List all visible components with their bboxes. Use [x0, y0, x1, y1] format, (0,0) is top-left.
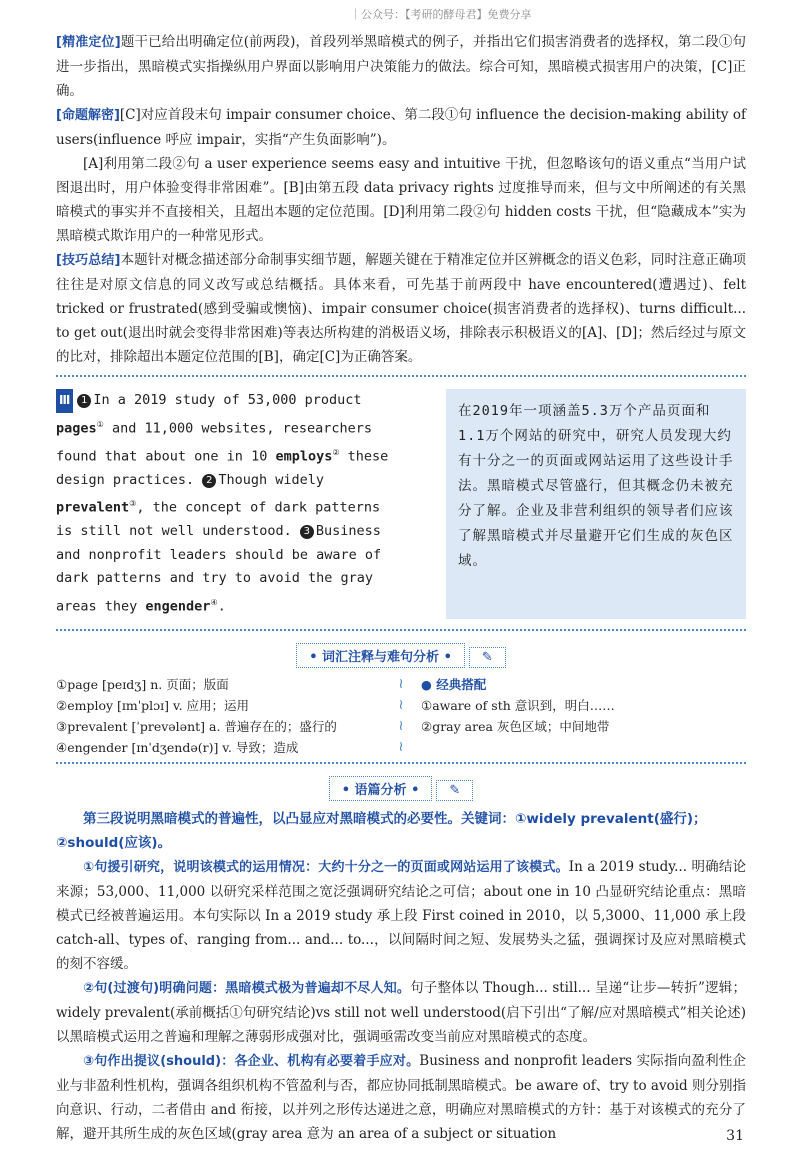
passage-english [56, 389, 396, 619]
sentence-2-part-a: Though widely [218, 471, 324, 488]
vocab-item: ①page [peɪdʒ] n. 页面；版面 [56, 676, 229, 692]
question-decoding-tag: [命题解密] [56, 108, 120, 123]
vocab-list [56, 674, 391, 758]
discourse-section-title: • 语篇分析 • [329, 776, 433, 801]
analysis-paragraph-3: [A]利用第二段②句 a user experience seems easy and intuitive 干扰，但忽略该句的语义重点“当用户试图退出时，用户体验变得非常困难”。[B]由第五段 data privacy rights 过度推导而来，但与文中所阐述的有关黑暗模式的事实并不直接相关，且超出本题的定位范围。[D]利用第二段②句 hidden costs 干扰，但“隐藏成本”实为黑暗模式欺诈用户的一种常见形式。 [56, 156, 746, 244]
vocab-item: ④engender [ɪnˈdʒendə(r)] v. 导致；造成 [56, 739, 299, 755]
analysis-text-4: 本题针对概念描述部分命制事实细节题，解题关键在于精准定位并区辨概念的语义色彩，同时注意正确项往往是对原文信息的同义改写或总结概括。具体来看，可先基于前两段中 have encountered(遭遇过)、felt tricked or frustrated(感到受骗或懊恼)、impair consumer choice(损害消费者的选择权)、turns difficult... to get out(退出时就会变得非常困难)等表达所构建的消极语义场，排除表示积极语义的[A]、[D]；然后经过与原文的比对，排除超出本题定位范围的[B]，确定[C]为正确答案。 [56, 252, 746, 365]
precise-location-tag: [精准定位] [56, 35, 121, 50]
analysis-text-2: [C]对应首段末句 impair consumer choice、第二段①句 influence the decision-making ability of users(influence 呼应 impair，实指“产生负面影响”)。 [56, 107, 746, 148]
sentence-1-part-c: these design practices. [56, 448, 389, 488]
collocation-item: ①aware of sth 意识到，明白…… [421, 697, 615, 713]
vocab-section-header [56, 643, 746, 668]
page-number: 31 [726, 1128, 744, 1144]
discourse-sentence-2 [56, 976, 746, 1049]
note-1: ① [96, 419, 104, 429]
sentence-2-heading: ②句(过渡句)明确问题：黑暗模式极为普遍却不尽人知。 [83, 980, 411, 996]
sentence-3-part-b: . [217, 598, 226, 614]
analysis-paragraph-2 [56, 103, 746, 152]
vocab-block [56, 674, 746, 764]
vocab-section-title: • 词汇注释与难句分析 • [296, 643, 465, 668]
word-employs: employs [275, 448, 333, 464]
passage-block [56, 375, 746, 631]
sentence-2-number: 2 [202, 474, 216, 488]
word-pages: pages [56, 420, 97, 436]
technique-summary-tag: [技巧总结] [56, 253, 121, 268]
analysis-text-1: 题干已给出明确定位(前两段)，首段列举黑暗模式的例子，并指出它们损害消费者的选择权，第二段①句进一步指出，黑暗模式实指操纵用户界面以影响用户决策能力的做法。综合可知，黑暗模式损害用户的决策，[C]正确。 [56, 34, 746, 99]
passage-translation: 在2019年一项涵盖5.3万个产品页面和1.1万个网站的研究中，研究人员发现大约有十分之一的页面或网站运用了这些设计手法。黑暗模式尽管盛行，但其概念仍未被充分了解。企业及非营利组织的领导者们应该了解黑暗模式并尽量避开它们生成的灰色区域。 [446, 389, 746, 619]
sentence-1-number: 1 [77, 394, 91, 408]
pen-icon: ✎ [469, 647, 506, 668]
section-number-badge: Ⅲ [56, 389, 73, 413]
sentence-1-heading: ①句援引研究，说明该模式的运用情况：大约十分之一的页面或网站运用了该模式。 [83, 859, 569, 875]
discourse-summary: 第三段说明黑暗模式的普遍性，以凸显应对黑暗模式的必要性。关键词：①widely prevalent(盛行)；②should(应该)。 [56, 810, 707, 851]
vocab-item: ③prevalent [ˈprevələnt] a. 普遍存在的；盛行的 [56, 718, 337, 734]
note-4: ④ [210, 597, 218, 607]
pen-icon: ✎ [436, 780, 473, 801]
collocation-list [411, 674, 746, 758]
discourse-section-header [56, 776, 746, 801]
collocation-item: ②gray area 灰色区域；中间地带 [421, 718, 610, 734]
sentence-1-part-a: In a 2019 study of 53,000 product [93, 392, 362, 408]
discourse-sentence-3 [56, 1049, 746, 1146]
collocation-title: ● 经典搭配 [421, 676, 487, 692]
watermark: ｜公众号：【考研的酵母君】免费分享 [350, 8, 532, 21]
sentence-3-part-a: Business and nonprofit leaders should be aware of dark patterns and try to avoid the gray areas they [56, 523, 382, 614]
word-prevalent: prevalent [56, 499, 130, 516]
note-2: ② [332, 447, 340, 457]
analysis-paragraph-4 [56, 248, 746, 369]
sentence-3-heading: ③句作出提议(should)：各企业、机构有必要着手应对。 [83, 1053, 420, 1069]
sentence-1-part-b: and 11,000 websites, researchers found that about one in 10 [56, 420, 373, 464]
discourse-sentence-1 [56, 855, 746, 976]
page-content [56, 30, 746, 1146]
vocab-item: ②employ [ɪmˈplɔɪ] v. 应用；运用 [56, 697, 250, 713]
sentence-3-number: 3 [300, 525, 314, 539]
sentence-3-analysis: Business and nonprofit leaders 实际指向盈利性企业与非盈利性机构，强调各组织机构不管盈利与否，都应协同抵制黑暗模式。be aware of、try to avoid 则分别指向意识、行动，二者借由 and 衔接，以并列之形传达递进之意，明确应对黑暗模式的方针：基于对该模式的充分了解，避开其所生成的灰色区域(gray area 意为 an area of a subject or situation [56, 1052, 746, 1142]
wavy-divider: ≀ ≀ ≀ ≀ [398, 675, 404, 755]
analysis-paragraph-1 [56, 30, 746, 103]
sentence-2-analysis: 句子整体以 Though... still... 呈递“让步—转折”逻辑；widely prevalent(承前概括①句研究结论)vs still not well understood(启下引出“了解/应对黑暗模式”相关论述)以黑暗模式运用之普遍和理解之薄弱形成强对比，强调亟需改变当前应对黑暗模式的态度。 [56, 979, 747, 1045]
sentence-1-analysis: In a 2019 study... 明确结论来源；53,000、11,000 以研究采样范围之宽泛强调研究结论之可信；about one in 10 凸显研究结论重点：黑暗模式已经被普遍运用。本句实际以 In a 2019 study 承上段 First coined in 2010，以 5,3000、11,000 承上段 catch-all、types of、ranging from... and... to...，以间隔时间之短、发展势头之猛，强调探讨及应对黑暗模式的刻不容缓。 [56, 858, 746, 972]
sentence-2-part-b: , the concept of dark patterns is still not well understood. [56, 499, 381, 539]
note-3: ③ [129, 499, 137, 508]
word-engender: engender [145, 598, 211, 614]
